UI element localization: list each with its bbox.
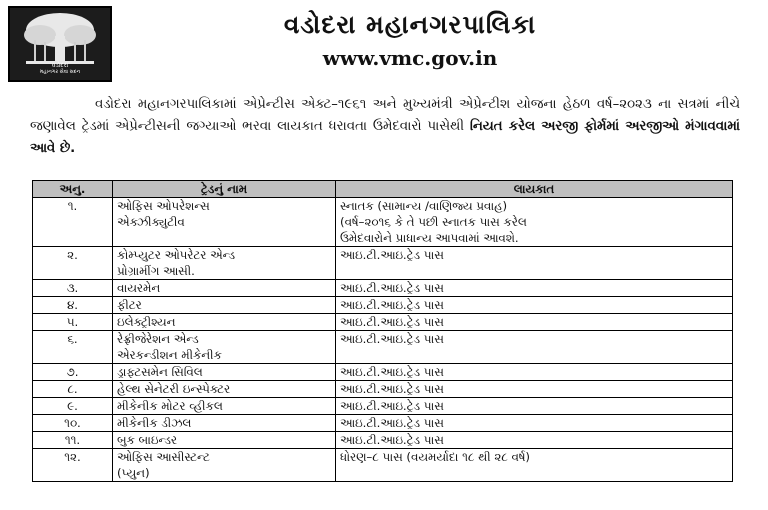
trade-name-line: પ્રોગ્રામીંગ આસી. — [117, 264, 195, 278]
qualification — [336, 247, 733, 280]
intro-emphasis: નિયત કરેલ અરજી ફોર્મમાં અરજીઓ મંગાવવામાં આવે છે. — [30, 119, 740, 156]
row-number: ૮. — [33, 381, 113, 398]
header-qualification: લાયકાત — [336, 181, 733, 198]
qualification-line: આઇ.ટી.આઇ.ટ્રેડ પાસ — [340, 382, 444, 396]
trade-name — [113, 415, 336, 432]
header-trade-name: ટ્રેડનું નામ — [113, 181, 336, 198]
row-number: ૨. — [33, 247, 113, 280]
trade-name-line: (પ્યુન) — [117, 466, 150, 480]
qualification — [336, 398, 733, 415]
trade-name-line: ડ્રાફ્ટસમેન સિવિલ — [117, 365, 203, 379]
qualification — [336, 314, 733, 331]
website-url: www.vmc.gov.in — [322, 46, 498, 70]
qualification-line: સ્નાતક (સામાન્ય /વાણિજ્ય પ્રવાહ) — [340, 199, 508, 213]
trades-table — [32, 180, 733, 482]
qualification — [336, 381, 733, 398]
page-title: વડોદરા મહાનગરપાલિકા — [283, 10, 537, 39]
table-row — [33, 381, 733, 398]
qualification-line: આઇ.ટી.આઇ.ટ્રેડ પાસ — [340, 332, 444, 346]
qualification-line: (વર્ષ–૨૦૧૬ કે તે પછી સ્નાતક પાસ કરેલ — [340, 215, 527, 229]
trade-name — [113, 280, 336, 297]
row-number: ૧૨. — [33, 449, 113, 482]
row-number: ૫. — [33, 314, 113, 331]
qualification-line: ધોરણ–૮ પાસ (વયમર્યાદા ૧૮ થી ૨૮ વર્ષ) — [340, 450, 531, 464]
row-number: ૬. — [33, 331, 113, 364]
trade-name-line: મીકેનીક ડીઝલ — [117, 416, 192, 430]
qualification-line: આઇ.ટી.આઇ.ટ્રેડ પાસ — [340, 281, 444, 295]
row-number: ૯. — [33, 398, 113, 415]
trade-name-line: વાયરમેન — [117, 281, 161, 295]
qualification — [336, 297, 733, 314]
trade-name-line: એક્ઝીક્યુટીવ — [117, 215, 185, 229]
trade-name — [113, 247, 336, 280]
table-row — [33, 398, 733, 415]
table-row — [33, 247, 733, 280]
qualification-line: આઇ.ટી.આઇ.ટ્રેડ પાસ — [340, 365, 444, 379]
qualification — [336, 415, 733, 432]
trade-name-line: રેફ્રીજેરેશન એન્ડ — [117, 332, 199, 346]
logo-name: વડોદરા — [51, 62, 69, 69]
trade-name-line: એરકન્ડીશન મીકેનીક — [117, 348, 222, 362]
trade-name — [113, 198, 336, 247]
qualification — [336, 198, 733, 247]
trade-name — [113, 331, 336, 364]
qualification — [336, 449, 733, 482]
trade-name-line: મીકેનીક મોટર વ્હીકલ — [117, 399, 223, 413]
qualification-line: આઇ.ટી.આઇ.ટ્રેડ પાસ — [340, 416, 444, 430]
row-number: ૩. — [33, 280, 113, 297]
qualification-line: આઇ.ટી.આઇ.ટ્રેડ પાસ — [340, 433, 444, 447]
trade-name-line: હેલ્થ સેનેટરી ઇન્સ્પેક્ટર — [117, 382, 231, 396]
table-row — [33, 449, 733, 482]
qualification-line: આઇ.ટી.આઇ.ટ્રેડ પાસ — [340, 248, 444, 262]
qualification — [336, 432, 733, 449]
header-serial: અનુ. — [33, 181, 113, 198]
trade-name — [113, 432, 336, 449]
table-row — [33, 280, 733, 297]
row-number: ૧. — [33, 198, 113, 247]
trade-name — [113, 314, 336, 331]
table-row — [33, 297, 733, 314]
trade-name — [113, 364, 336, 381]
row-number: ૭. — [33, 364, 113, 381]
qualification-line: ઉમેદવારોને પ્રાધાન્ય આપવામાં આવશે. — [340, 231, 519, 245]
qualification — [336, 280, 733, 297]
table-row — [33, 314, 733, 331]
table-row — [33, 432, 733, 449]
vmc-logo — [8, 6, 112, 82]
trade-name-line: ઓફિસ ઓપરેશન્સ — [117, 199, 210, 213]
qualification — [336, 331, 733, 364]
table-row — [33, 415, 733, 432]
logo-subtitle: મહાનગર સેવા સદન — [39, 69, 81, 75]
trade-name-line: ઓફિસ આસીસ્ટન્ટ — [117, 450, 210, 464]
row-number: ૧૧. — [33, 432, 113, 449]
trade-name-line: કોમ્પ્યુટર ઓપરેટર એન્ડ — [117, 248, 235, 262]
row-number: ૪. — [33, 297, 113, 314]
qualification-line: આઇ.ટી.આઇ.ટ્રેડ પાસ — [340, 399, 444, 413]
table-header-row — [33, 181, 733, 198]
trade-name — [113, 449, 336, 482]
trade-name-line: ફીટર — [117, 298, 142, 312]
trade-name-line: બુક બાઇન્ડર — [117, 433, 177, 447]
table-row — [33, 364, 733, 381]
trade-name — [113, 398, 336, 415]
qualification-line: આઇ.ટી.આઇ.ટ્રેડ પાસ — [340, 315, 444, 329]
qualification-line: આઇ.ટી.આઇ.ટ્રેડ પાસ — [340, 298, 444, 312]
table-row — [33, 331, 733, 364]
row-number: ૧૦. — [33, 415, 113, 432]
qualification — [336, 364, 733, 381]
trade-name — [113, 297, 336, 314]
intro-text: વડોદરા મહાનગરપાલિકામાં એપ્રેન્ટીસ એક્ટ–૧૯૬૧ અને મુખ્યમંત્રી એપ્રેન્ટીશ યોજના હેઠળ વર્ષ–૨૦૨૩ ના સત્રમાં નીચે જણાવેલ ટ્રેડમાં એપ્રેન્ટીસની જગ્યાઓ ભરવા લાયકાત ધરાવતા ઉમેદવારો પાસેથી — [30, 97, 740, 134]
trade-name — [113, 381, 336, 398]
intro-paragraph — [30, 94, 740, 160]
table-row — [33, 198, 733, 247]
table-body — [33, 198, 733, 482]
trade-name-line: ઇલેક્ટ્રીશ્યન — [117, 315, 176, 329]
